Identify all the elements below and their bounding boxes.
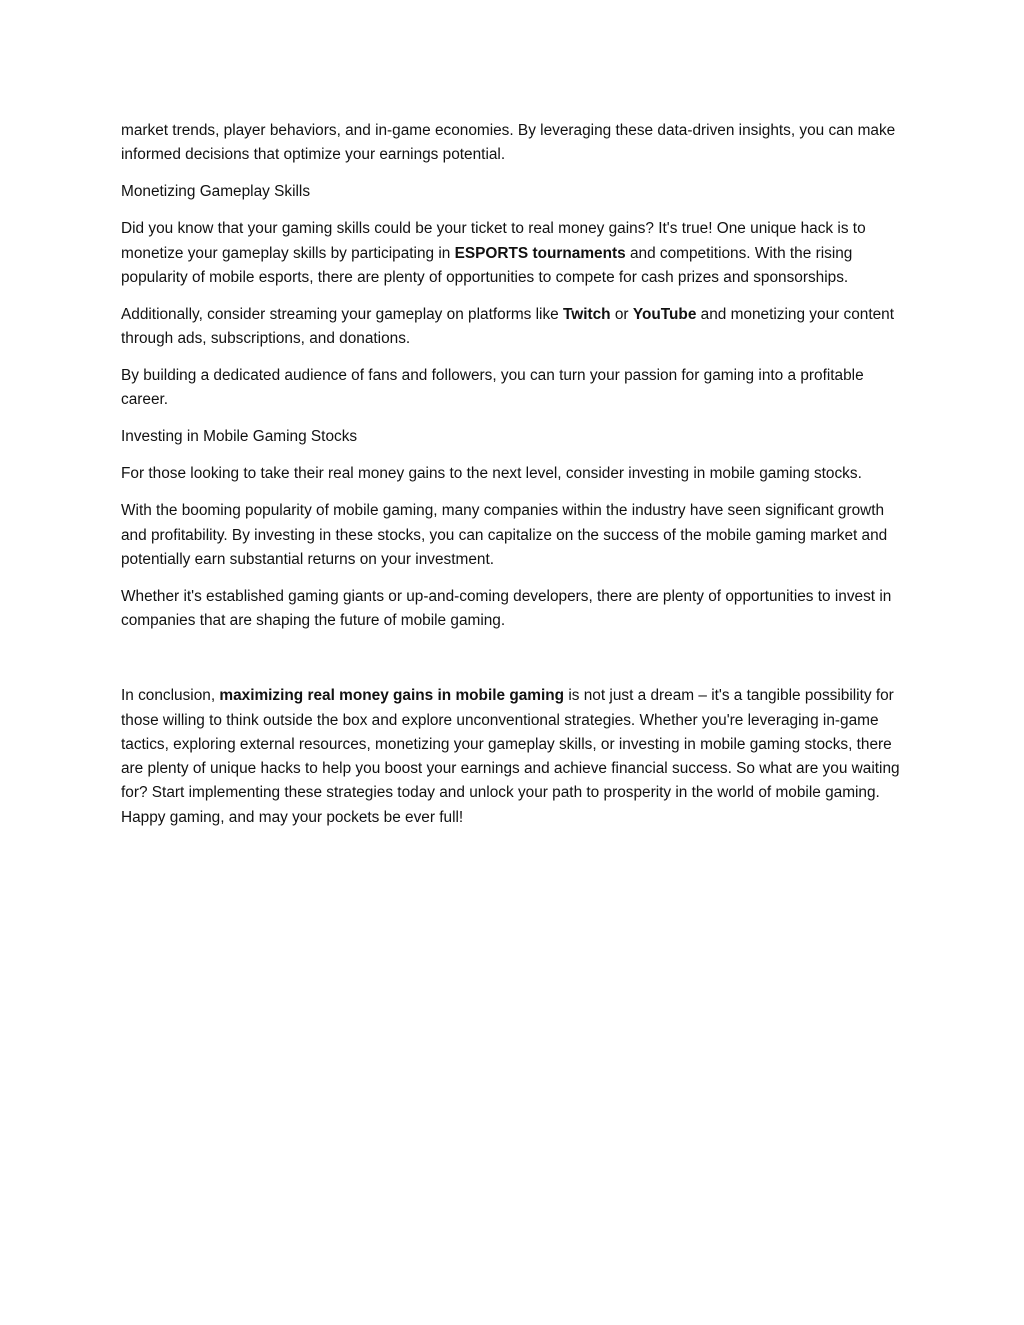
bold-maximizing-gains: maximizing real money gains in mobile gaming xyxy=(219,687,565,705)
blank-line xyxy=(121,646,907,684)
section-heading-investing: Investing in Mobile Gaming Stocks xyxy=(121,428,358,446)
paragraph-text: Additionally, consider streaming your gameplay on platforms like xyxy=(121,305,563,323)
paragraph-text: and monetizing your content through ads, subscriptions, and donations. xyxy=(121,305,895,348)
paragraph-text: or xyxy=(610,305,633,323)
bold-twitch: Twitch xyxy=(562,305,611,323)
bold-esports-tournaments: ESPORTS tournaments xyxy=(454,244,626,262)
paragraph-text: Did you know that your gaming skills could be your ticket to real money gains? It's true! One unique hack is to monetize your gameplay skills by participating in xyxy=(121,220,866,262)
bold-youtube: YouTube xyxy=(632,305,697,323)
paragraph-booming-popularity: With the booming popularity of mobile gaming, many companies within the industry have seen significant growth and profitability. By investing in these stocks, you can capitalize on the success of the mobile gaming market and potentially earn substantial returns on your investment. xyxy=(121,502,888,568)
paragraph-esports xyxy=(121,217,907,290)
paragraph-stocks-intro: For those looking to take their real money gains to the next level, consider investing in mobile gaming stocks. xyxy=(121,465,862,483)
paragraph-streaming xyxy=(121,303,907,352)
paragraph-opportunities: Whether it's established gaming giants or up-and-coming developers, there are plenty of opportunities to invest in companies that are shaping the future of mobile gaming. xyxy=(121,587,892,630)
paragraph-text: In conclusion, xyxy=(121,687,220,705)
paragraph-text: is not just a dream – it's a tangible possibility for those willing to think outside the box and explore unconventional strategies. Whether you're leveraging in-game tactics, exploring external resources, monetizing your gameplay skills, or investing in mobile gaming stocks, there are plenty of unique hacks to help you boost your earnings and achieve financial success. So what are you waiting for? Start implementing these strategies today and unlock your path to prosperity in the world of mobile gaming. Happy gaming, and may your pockets be ever full! xyxy=(121,687,900,826)
paragraph-conclusion xyxy=(121,684,907,830)
paragraph-market-trends: market trends, player behaviors, and in-game economies. By leveraging these data-driven insights, you can make informed decisions that optimize your earnings potential. xyxy=(121,122,896,164)
document-page xyxy=(121,119,907,843)
paragraph-text: and competitions. With the rising popularity of mobile esports, there are plenty of opportunities to compete for cash prizes and sponsorships. xyxy=(121,244,853,286)
section-heading-monetizing: Monetizing Gameplay Skills xyxy=(121,183,311,201)
paragraph-audience: By building a dedicated audience of fans and followers, you can turn your passion for gaming into a profitable career. xyxy=(121,367,864,409)
